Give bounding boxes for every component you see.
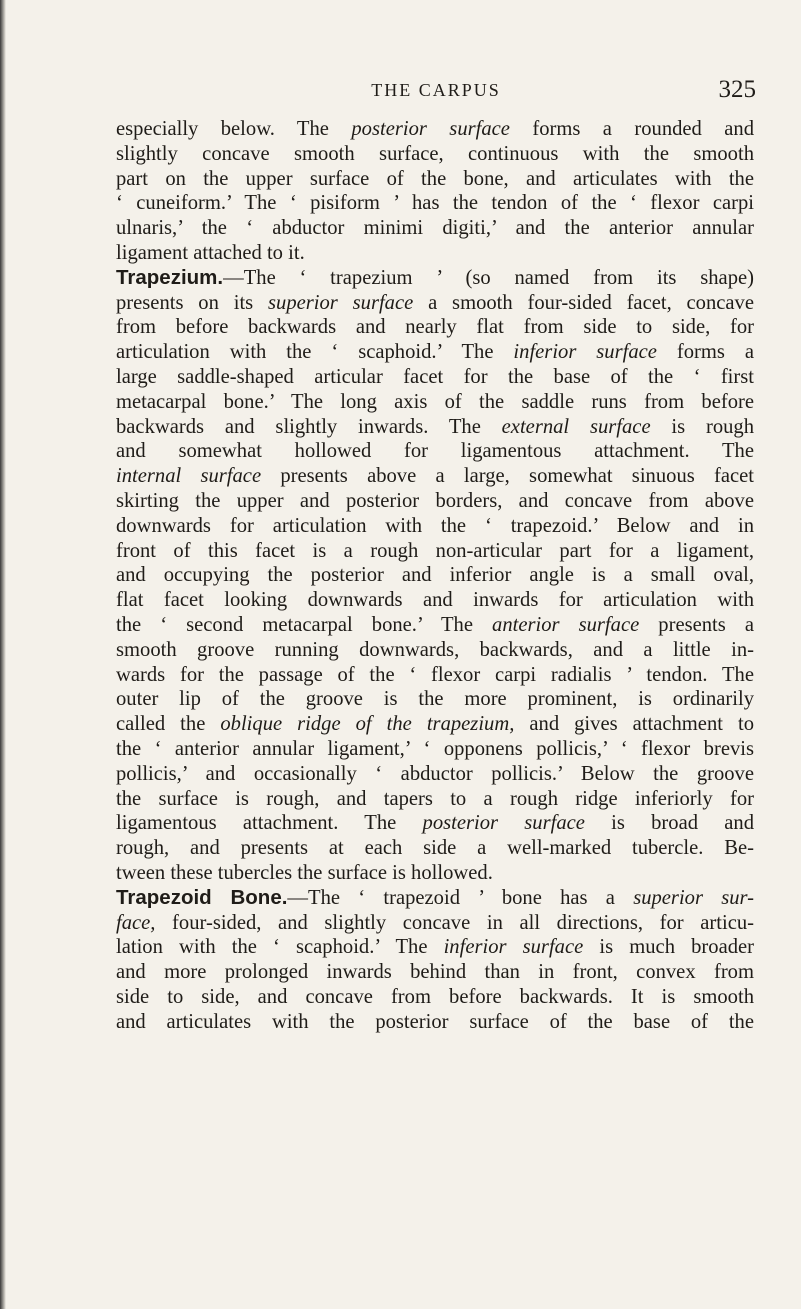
text-run: especially below. The — [116, 118, 352, 140]
text-run: presents above a large, somewhat sinuous facet — [261, 465, 754, 488]
text-run: the surface is rough, and tapers to a rough ridge inferiorly for — [116, 787, 754, 810]
text-line — [116, 315, 754, 340]
text-run: the ‘ second metacarpal bone.’ The — [116, 613, 493, 636]
text-run: side to side, and concave from before backwards. It is smooth — [116, 985, 754, 1008]
text-line — [116, 142, 754, 167]
text-line — [116, 613, 754, 638]
text-run: wards for the passage of the ‘ flexor carpi radialis ’ tendon. The — [116, 663, 754, 686]
text-run: and gives attachment to — [514, 713, 754, 736]
text-run: and somewhat hollowed for ligamentous attachment. The — [116, 440, 754, 463]
text-line — [116, 563, 754, 588]
text-run: slightly concave smooth surface, continuous with the smooth — [116, 142, 754, 165]
page-number: 325 — [718, 76, 756, 103]
section-heading: Trapezium. — [116, 265, 224, 289]
italic-term: superior surface — [268, 291, 414, 314]
text-line — [116, 365, 754, 390]
text-run: ligament attached to it. — [116, 241, 305, 264]
italic-term: oblique ridge of the trapezium, — [220, 713, 515, 736]
body-text — [116, 117, 754, 1034]
text-line — [116, 836, 754, 861]
section-heading: Trapezoid Bone. — [116, 885, 288, 909]
text-run: large saddle-shaped articular facet for the base of the ‘ first — [116, 365, 754, 388]
text-run: articulation with the ‘ scaphoid.’ The — [116, 341, 514, 364]
text-run: and articulates with the posterior surface of the base of the — [116, 1010, 754, 1033]
text-line — [116, 415, 754, 440]
text-line — [116, 687, 754, 712]
italic-term: internal surface — [116, 465, 262, 488]
text-line — [116, 787, 754, 812]
text-run: forms a rounded and — [509, 118, 754, 140]
text-run: forms a — [656, 341, 755, 364]
text-line — [116, 216, 754, 241]
text-run: ulnaris,’ the ‘ abductor minimi digiti,’ and the anterior annular — [116, 217, 754, 240]
text-run: part on the upper surface of the bone, and articulates with the — [116, 167, 754, 190]
text-line — [116, 514, 754, 539]
italic-term: inferior surface — [443, 936, 584, 959]
italic-term: posterior surface — [351, 118, 510, 140]
text-run: —The ‘ trapezium ’ (so named from its shape) — [223, 266, 754, 289]
running-title: THE CARPUS — [371, 80, 501, 100]
text-line — [116, 390, 754, 415]
text-line — [116, 167, 754, 192]
text-line — [116, 811, 754, 836]
text-line — [116, 340, 754, 365]
text-run: rough, and presents at each side a well-marked tubercle. Be- — [116, 837, 754, 860]
text-line — [116, 439, 754, 464]
text-run: —The ‘ trapezoid ’ bone has a — [287, 886, 634, 909]
running-head — [116, 76, 756, 110]
text-run: and more prolonged inwards behind than in front, convex from — [116, 961, 754, 984]
text-run: is much broader — [583, 936, 755, 959]
text-run: metacarpal bone.’ The long axis of the saddle runs from before — [116, 390, 754, 413]
text-run: called the — [116, 713, 221, 736]
text-run: from before backwards and nearly flat from side to side, for — [116, 316, 754, 339]
text-run: outer lip of the groove is the more prominent, is ordinarily — [116, 688, 754, 711]
italic-term: inferior surface — [513, 341, 657, 364]
text-line — [116, 291, 754, 316]
text-line — [116, 539, 754, 564]
text-run: pollicis,’ and occasionally ‘ abductor pollicis.’ Below the groove — [116, 762, 754, 785]
text-run: skirting the upper and posterior borders, and concave from above — [116, 489, 754, 512]
text-line — [116, 985, 754, 1010]
text-line — [116, 960, 754, 985]
text-line — [116, 191, 754, 216]
binding-edge — [0, 0, 6, 1309]
italic-term: superior sur- — [633, 886, 754, 909]
text-run: is broad and — [584, 812, 755, 835]
text-run: ‘ cuneiform.’ The ‘ pisiform ’ has the tendon of the ‘ flexor carpi — [116, 192, 754, 215]
text-line — [116, 1010, 754, 1035]
text-run: front of this facet is a rough non-articular part for a ligament, — [116, 539, 754, 562]
text-line — [116, 266, 754, 291]
text-line — [116, 117, 754, 142]
text-run: a smooth four-sided facet, concave — [413, 291, 754, 314]
text-run: backwards and slightly inwards. The — [116, 415, 502, 438]
text-run: flat facet looking downwards and inwards for articulation with — [116, 589, 754, 612]
italic-term: external surface — [501, 415, 651, 438]
italic-term: face, — [116, 911, 156, 934]
text-run: smooth groove running downwards, backwards, and a little in- — [116, 638, 754, 661]
text-run: tween these tubercles the surface is hollowed. — [116, 861, 493, 884]
text-line — [116, 638, 754, 663]
text-run: four-sided, and slightly concave in all directions, for articu- — [155, 911, 754, 934]
text-run: is rough — [650, 415, 755, 438]
text-line — [116, 911, 754, 936]
text-line — [116, 935, 754, 960]
text-line — [116, 712, 754, 737]
text-run: presents on its — [116, 291, 269, 314]
text-line — [116, 762, 754, 787]
text-run: downwards for articulation with the ‘ trapezoid.’ Below and in — [116, 514, 754, 537]
text-line — [116, 588, 754, 613]
text-line — [116, 886, 754, 911]
text-line — [116, 464, 754, 489]
text-run: lation with the ‘ scaphoid.’ The — [116, 936, 444, 959]
text-run: presents a — [639, 613, 754, 636]
italic-term: posterior surface — [422, 812, 585, 835]
text-run: and occupying the posterior and inferior angle is a small oval, — [116, 564, 754, 587]
text-line — [116, 737, 754, 762]
text-line — [116, 489, 754, 514]
text-run: the ‘ anterior annular ligament,’ ‘ opponens pollicis,’ ‘ flexor brevis — [116, 737, 754, 760]
text-line — [116, 861, 754, 886]
text-line — [116, 241, 754, 266]
text-line — [116, 663, 754, 688]
italic-term: anterior surface — [492, 613, 640, 636]
text-run: ligamentous attachment. The — [116, 812, 423, 835]
